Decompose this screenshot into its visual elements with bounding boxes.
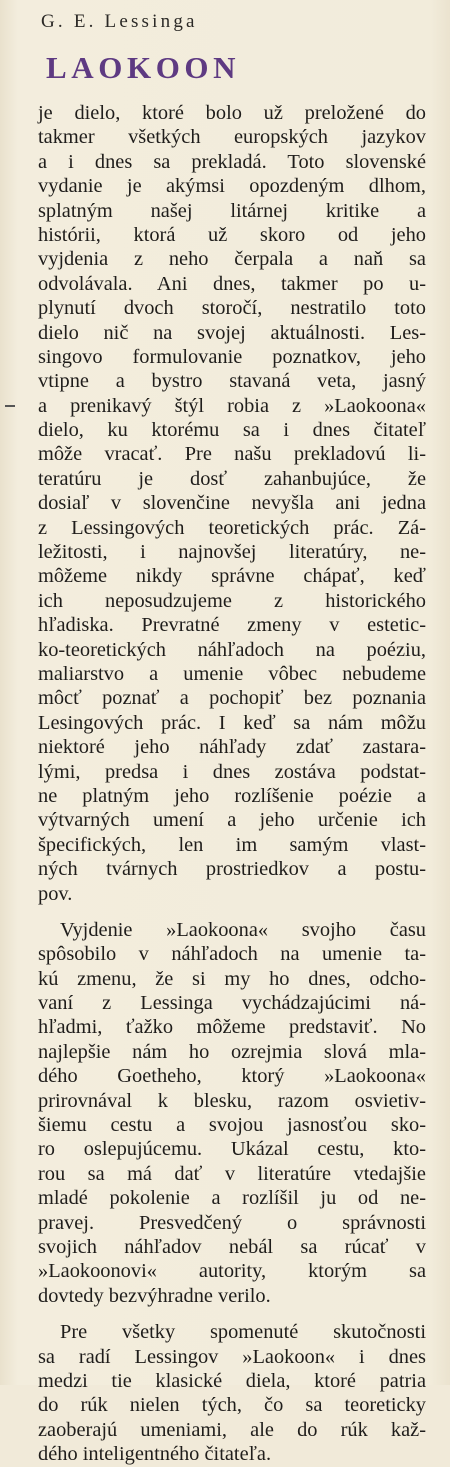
text-line: Pre všetky spomenuté skutočnosti (60, 1321, 426, 1344)
text-line: spôsobilo v náhľadoch na umenie ta- (38, 943, 426, 966)
text-line: najlepšie nám ho ozrejmia slová mla- (38, 1040, 426, 1063)
text-line: výtvarných umení a jeho určenie ich (38, 809, 426, 832)
text-line: Lesingových prác. I keď sa nám môžu (38, 711, 426, 734)
text-line: singovo formulovanie poznatkov, jeho (38, 345, 426, 368)
text-line: môcť poznať a pochopiť bez poznania (38, 687, 426, 710)
text-line: ne platným jeho rozlíšenie poézie a (38, 784, 426, 807)
text-line: môžeme nikdy správne chápať, keď (38, 565, 426, 588)
text-line: medzi tie klasické diela, ktoré patria (38, 1369, 426, 1392)
text-line: histórii, ktorá už skoro od jeho (38, 223, 426, 246)
text-line: hľadiska. Prevratné zmeny v estetic- (38, 614, 426, 637)
text-line: šiemu cestu a svojou jasnosťou sko- (38, 1114, 426, 1137)
text-line: ných tvárnych prostriedkov a postu- (38, 858, 426, 881)
text-line: dielo, ku ktorému sa i dnes čitateľ (38, 419, 426, 442)
text-line: zaoberajú umeniami, ale do rúk kaž- (38, 1418, 426, 1441)
book-title: LAOKOON (46, 50, 241, 85)
text-line: teratúru je dosť zahanbujúce, že (38, 467, 426, 490)
text-line: dovtedy bezvýhradne verilo. (38, 1284, 271, 1307)
text-line: niektoré jeho náhľady zdať zastara- (38, 736, 426, 759)
text-line: dielo nič na svojej aktuálnosti. Les- (38, 321, 426, 344)
body-text (38, 101, 426, 1466)
text-line: mladé pokolenie a rozlíšil ju od ne- (38, 1187, 426, 1210)
paragraph-gap (38, 1308, 426, 1320)
text-line: takmer všetkých europských jazykov (38, 126, 426, 149)
paragraph-gap (38, 906, 426, 918)
text-line: rou sa má dať v literatúre vtedajšie (38, 1162, 426, 1185)
paragraph-3 (38, 1320, 426, 1466)
text-line: špecifických, len im samým vlast- (38, 833, 426, 856)
text-line: vyjdenia z neho čerpala a naň sa (38, 248, 426, 271)
text-line: pov. (38, 882, 73, 905)
text-line: Vyjdenie »Laokoona« svojho času (60, 918, 426, 941)
paragraph-2 (38, 918, 426, 1308)
text-line: svojich náhľadov nebál sa rúcať v (38, 1235, 426, 1258)
text-line: a prenikavý štýl robia z »Laokoona« (38, 394, 426, 417)
text-line: ich neposudzujeme z historického (38, 589, 426, 612)
text-line: splatným našej litárnej kritike a (38, 199, 426, 222)
text-line: ro oslepujúcemu. Ukázal cestu, kto- (38, 1138, 426, 1161)
text-line: ko-teoretických náhľadoch na poéziu, (38, 638, 426, 661)
text-line: kú zmenu, že si my ho dnes, odcho- (38, 967, 426, 990)
paragraph-1 (38, 101, 426, 906)
text-line: ležitosti, i najnovšej literatúry, ne- (38, 541, 426, 564)
text-line: je dielo, ktoré bolo už preložené do (38, 102, 426, 124)
text-line: hľadmi, ťažko môžeme predstaviť. No (38, 1016, 426, 1039)
text-line: vaní z Lessinga vychádzajúcimi ná- (38, 992, 426, 1015)
text-line: maliarstvo a umenie vôbec nebudeme (38, 662, 426, 685)
text-line: do rúk nielen tých, čo sa teoreticky (38, 1394, 426, 1417)
text-line: pravej. Presvedčený o správnosti (38, 1211, 426, 1234)
text-line: sa radí Lessingov »Laokoon« i dnes (38, 1345, 426, 1368)
margin-mark (5, 405, 15, 407)
text-line: z Lessingových teoretických prác. Zá- (38, 516, 426, 539)
text-line: lými, predsa i dnes zostáva podstat- (38, 760, 426, 783)
text-line: plynutí dvoch storočí, nestratilo toto (38, 297, 426, 320)
text-line: môže vracať. Pre našu prekladovú li- (38, 443, 426, 466)
text-line: dého Goetheho, ktorý »Laokoona« (38, 1065, 426, 1088)
text-line: vtipne a bystro stavaná veta, jasný (38, 370, 426, 393)
text-line: prirovnával k blesku, razom osvietiv- (38, 1089, 426, 1112)
author-name: G. E. Lessinga (41, 11, 198, 32)
text-line: odvolávala. Ani dnes, takmer po u- (38, 272, 426, 295)
text-line: dosiaľ v slovenčine nevyšla ani jedna (38, 492, 426, 515)
text-line: dého inteligentného čitateľa. (38, 1443, 272, 1466)
text-line: vydanie je akýmsi opozdeným dlhom, (38, 175, 426, 198)
text-line: »Laokoonovi« autority, ktorým sa (38, 1260, 426, 1283)
text-line: a i dnes sa prekladá. Toto slovenské (38, 150, 426, 173)
